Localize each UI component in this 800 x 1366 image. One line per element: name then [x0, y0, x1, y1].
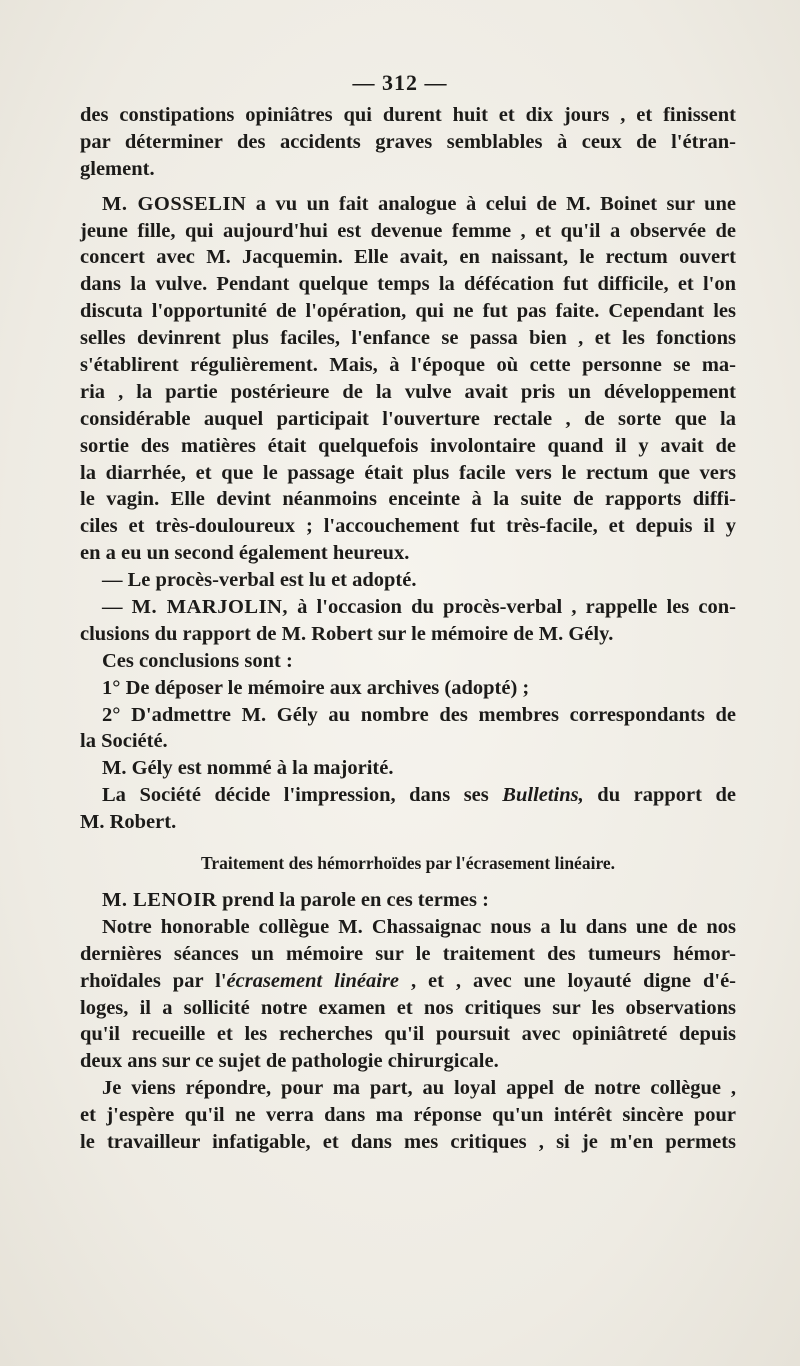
text-line: la diarrhée, et que le passage était plus facile vers le rectum que vers [80, 461, 736, 484]
page-number: — 312 — [352, 70, 448, 95]
text-line: par déterminer des accidents graves semblables à ceux de l'étran- [80, 130, 736, 153]
text-line: rhoïdales par l'écrasement linéaire , et , avec une loyauté digne d'é- [80, 969, 736, 992]
text-line: considérable auquel participait l'ouverture rectale , de sorte que la [80, 407, 736, 430]
text-line: Notre honorable collègue M. Chassaignac nous a lu dans une de nos [102, 915, 736, 938]
text-line: sortie des matières était quelquefois involontaire quand il y avait de [80, 434, 736, 457]
speaker-name: M. GOSSELIN [102, 192, 247, 215]
text-line: dans la vulve. Pendant quelque temps la défécation fut difficile, et l'on [80, 273, 736, 296]
text-line: Ces conclusions sont : [102, 649, 293, 672]
text-line: M. Gély est nommé à la majorité. [102, 757, 394, 780]
text-line: 2° D'admettre M. Gély au nombre des membres correspondants de [102, 703, 736, 726]
text-line: concert avec M. Jacquemin. Elle avait, en naissant, le rectum ouvert [80, 246, 736, 269]
speaker-name: M. LENOIR [102, 888, 217, 911]
text-line: glement. [80, 157, 155, 180]
text-line: 1° De déposer le mémoire aux archives (adopté) ; [102, 676, 530, 699]
text-line: en a eu un second également heureux. [80, 542, 410, 565]
text-line: la Société. [80, 730, 168, 753]
text-line: M. GOSSELIN a vu un fait analogue à celui de M. Boinet sur une [102, 192, 737, 215]
text-line: M. LENOIR prend la parole en ces termes : [102, 888, 489, 911]
text-line: le travailleur infatigable, et dans mes critiques , si je m'en permets [80, 1130, 736, 1153]
text-line: selles devinrent plus faciles, l'enfance se passa bien , et les fonctions [80, 327, 736, 350]
text-line: des constipations opiniâtres qui durent huit et dix jours , et finissent [80, 104, 736, 126]
speaker-name: M. MARJOLIN, [131, 596, 289, 619]
text-line: jeune fille, qui aujourd'hui est devenue femme , et qu'il a observée de [80, 219, 736, 242]
section-heading: Traitement des hémorrhoïdes par l'écrasement linéaire. [200, 853, 616, 874]
text-line: M. Robert. [80, 811, 177, 834]
text-line: Je viens répondre, pour ma part, au loyal appel de notre collègue , [102, 1077, 736, 1100]
text-line: ria , la partie postérieure de la vulve avait pris un développement [80, 380, 736, 403]
text-line: s'établirent régulièrement. Mais, à l'époque où cette personne se ma- [80, 354, 736, 377]
text-line: et j'espère qu'il ne verra dans ma réponse qu'un intérêt sincère pour [80, 1104, 736, 1127]
text-line: loges, il a sollicité notre examen et nos critiques sur les observations [80, 996, 736, 1019]
text-line: deux ans sur ce sujet de pathologie chirurgicale. [80, 1050, 499, 1073]
page-body [80, 102, 736, 1156]
text-line: discuta l'opportunité de l'opération, qui ne fut pas faite. Cependant les [80, 300, 736, 323]
text-line: — Le procès-verbal est lu et adopté. [102, 569, 417, 592]
text-line: dernières séances un mémoire sur le traitement des tumeurs hémor- [80, 942, 736, 965]
text-line: ciles et très-douloureux ; l'accouchement fut très-facile, et depuis il y [80, 515, 736, 538]
text-line: le vagin. Elle devint néanmoins enceinte à la suite de rapports diffi- [80, 488, 736, 511]
text-line: La Société décide l'impression, dans ses Bulletins, du rapport de [102, 784, 736, 807]
text-line: qu'il recueille et les recherches qu'il poursuit avec opiniâtreté depuis [80, 1023, 736, 1046]
text-line: clusions du rapport de M. Robert sur le mémoire de M. Gély. [80, 622, 614, 645]
text-line: — M. MARJOLIN, à l'occasion du procès-verbal , rappelle les con- [102, 596, 737, 619]
